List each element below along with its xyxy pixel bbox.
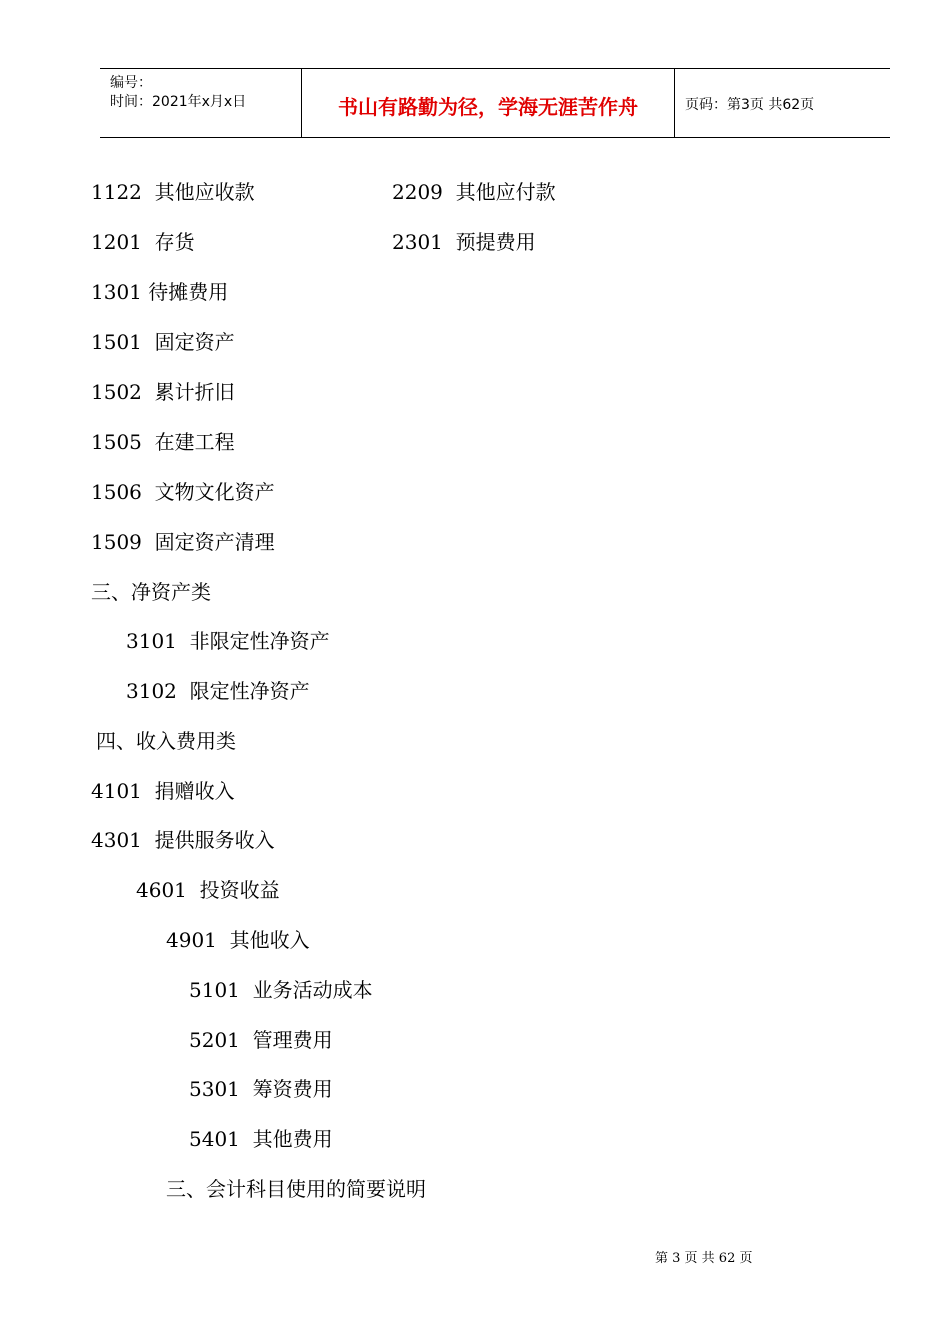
number-label: 编号： (110, 75, 152, 91)
account-line: 1506 文物文化资产 (91, 480, 275, 504)
header-right-cell (675, 69, 890, 137)
header-middle-cell (302, 69, 675, 137)
page-footer: 第 3 页 共 62 页 (655, 1251, 753, 1266)
section-heading: 三、净资产类 (91, 580, 211, 604)
account-line: 3101 非限定性净资产 (126, 629, 330, 653)
account-line: 3102 限定性净资产 (126, 679, 310, 703)
account-line: 4601 投资收益 (136, 878, 280, 902)
account-line: 1201 存货 (91, 230, 195, 254)
header-left-cell (100, 69, 302, 137)
account-line: 1122 其他应收款 (91, 180, 255, 204)
account-line: 4301 提供服务收入 (91, 828, 275, 852)
page-header (100, 68, 890, 138)
account-line: 2301 预提费用 (392, 230, 536, 254)
account-line: 4101 捐赠收入 (91, 779, 235, 803)
section-heading: 三、会计科目使用的简要说明 (166, 1177, 426, 1201)
account-line: 1509 固定资产清理 (91, 530, 275, 554)
motto: 书山有路勤为径，学海无涯苦作舟 (338, 95, 638, 119)
account-line: 1505 在建工程 (91, 430, 235, 454)
account-line: 1301 待摊费用 (91, 280, 229, 304)
account-line: 4901 其他收入 (166, 928, 310, 952)
account-line: 1501 固定资产 (91, 330, 235, 354)
section-heading: 四、收入费用类 (96, 729, 236, 753)
account-line: 5101 业务活动成本 (189, 978, 373, 1002)
account-line: 5401 其他费用 (189, 1127, 333, 1151)
account-line: 5201 管理费用 (189, 1028, 333, 1052)
time-label: 时间：2021年x月x日 (110, 94, 247, 110)
account-line: 1502 累计折旧 (91, 380, 235, 404)
header-page-info: 页码：第3页 共62页 (685, 97, 815, 113)
account-line: 2209 其他应付款 (392, 180, 556, 204)
account-line: 5301 筹资费用 (189, 1077, 333, 1101)
